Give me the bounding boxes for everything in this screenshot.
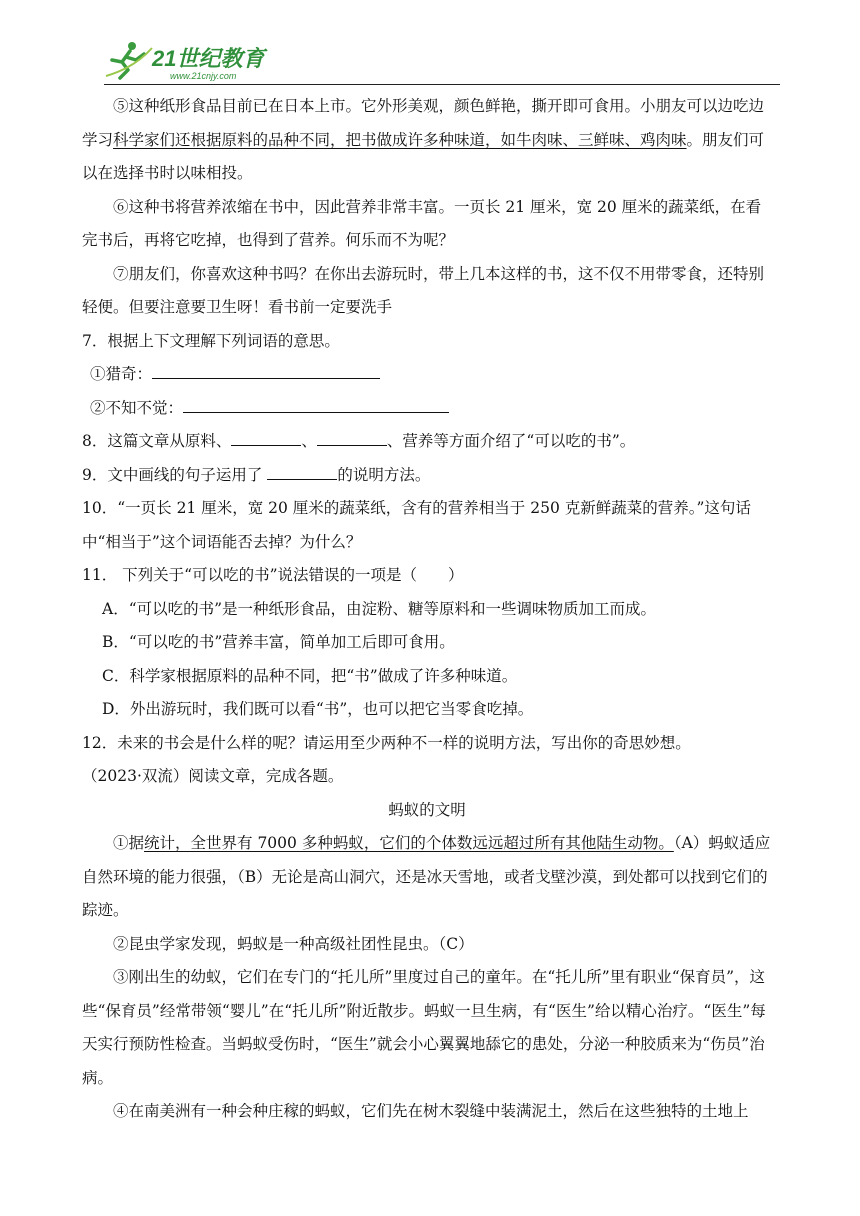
document-body — [82, 90, 772, 1129]
question-9: 9．文中画线的句子运用了 的说明方法。 — [82, 459, 772, 493]
passage1-paragraph-7: ⑦朋友们，你喜欢这种书吗？在你出去游玩时，带上几本这样的书，这不仅不用带零食，还特别轻便。但要注意要卫生呀！看书前一定要洗手 — [82, 264, 765, 316]
passage1-paragraph-5: ⑤这种纸形食品目前已在日本上市。它外形美观，颜色鲜艳，撕开即可食用。小朋友可以边吃边学习科学家们还根据原料的品种不同，把书做成许多种味道，如牛肉味、三鲜味、鸡肉味。朋友们可以在选择书时以味相投。 — [82, 97, 765, 182]
answer-blank[interactable] — [183, 394, 449, 413]
question-7-item-2: ②不知不觉： — [82, 392, 772, 426]
question-12: 12．未来的书会是什么样的呢？请运用至少两种不一样的说明方法，写出你的奇思妙想。 — [82, 733, 691, 752]
answer-blank[interactable] — [267, 461, 337, 480]
question-10: 10．“一页长 21 厘米，宽 20 厘米的蔬菜纸，含有的营养相当于 250 克新鲜蔬菜的营养。”这句话中“相当于”这个词语能否去掉？为什么？ — [82, 499, 751, 551]
question-7-item-1: ①猎奇： — [82, 358, 772, 392]
logo-url: www.21cnjy.com — [170, 71, 237, 81]
underlined-sentence: 统计，全世界有 7000 多种蚂蚁，它们的个体数远远超过所有其他陆生动物。 — [144, 834, 674, 852]
answer-blank[interactable] — [231, 427, 301, 446]
question-7: 7．根据上下文理解下列词语的意思。 — [82, 331, 340, 350]
question-11-option-d: D．外出游玩时，我们既可以看“书”，也可以把它当零食吃掉。 — [102, 700, 534, 718]
passage2-title: 蚂蚁的文明 — [388, 800, 466, 819]
passage2-paragraph-2: ②昆虫学家发现，蚂蚁是一种高级社团性昆虫。（C） — [113, 934, 474, 953]
passage2-source: （2023·双流）阅读文章，完成各题。 — [82, 767, 344, 785]
question-11-option-a: A．“可以吃的书”是一种纸形食品，由淀粉、糖等原料和一些调味物质加工而成。 — [102, 599, 657, 618]
logo-text: 21世纪教育 — [152, 46, 265, 71]
page-header — [0, 0, 860, 90]
question-11: 11． 下列关于“可以吃的书”说法错误的一项是（ ） — [82, 566, 464, 584]
passage2-paragraph-1: ①据统计，全世界有 7000 多种蚂蚁，它们的个体数远远超过所有其他陆生动物。（A）蚂蚁适应自然环境的能力很强，（B）无论是高山洞穴，还是冰天雪地，或者戈壁沙漠，到处都可以找到它们的踪迹。 — [82, 834, 771, 919]
passage2-paragraph-4: ④在南美洲有一种会种庄稼的蚂蚁，它们先在树木裂缝中装满泥土，然后在这些独特的土地上 — [113, 1102, 749, 1120]
answer-blank[interactable] — [317, 427, 387, 446]
header-rule — [104, 84, 780, 85]
passage2-paragraph-3: ③刚出生的幼蚁，它们在专门的“托儿所”里度过自己的童年。在“托儿所”里有职业“保育员”，这些“保育员”经常带领“婴儿”在“托儿所”附近散步。蚂蚁一旦生病，有“医生”给以精心治疗。“医生”每天实行预防性检查。当蚂蚁受伤时，“医生”就会小心翼翼地舔它的患处，分泌一种胶质来为“伤员”治病。 — [82, 968, 766, 1087]
underlined-sentence: 科学家们还根据原料的品种不同，把书做成许多种味道，如牛肉味、三鲜味、鸡肉味 — [113, 130, 687, 149]
answer-blank[interactable] — [152, 360, 380, 379]
passage1-paragraph-6: ⑥这种书将营养浓缩在书中，因此营养非常丰富。一页长 21 厘米，宽 20 厘米的蔬菜纸，在看完书后，再将它吃掉，也得到了营养。何乐而不为呢？ — [82, 197, 762, 249]
question-8: 8．这篇文章从原料、 、 、营养等方面介绍了“可以吃的书”。 — [82, 425, 772, 459]
site-logo — [104, 40, 279, 82]
question-11-option-b: B．“可以吃的书”营养丰富，简单加工后即可食用。 — [102, 633, 455, 651]
question-11-option-c: C．科学家根据原料的品种不同，把“书”做成了许多种味道。 — [102, 666, 518, 685]
